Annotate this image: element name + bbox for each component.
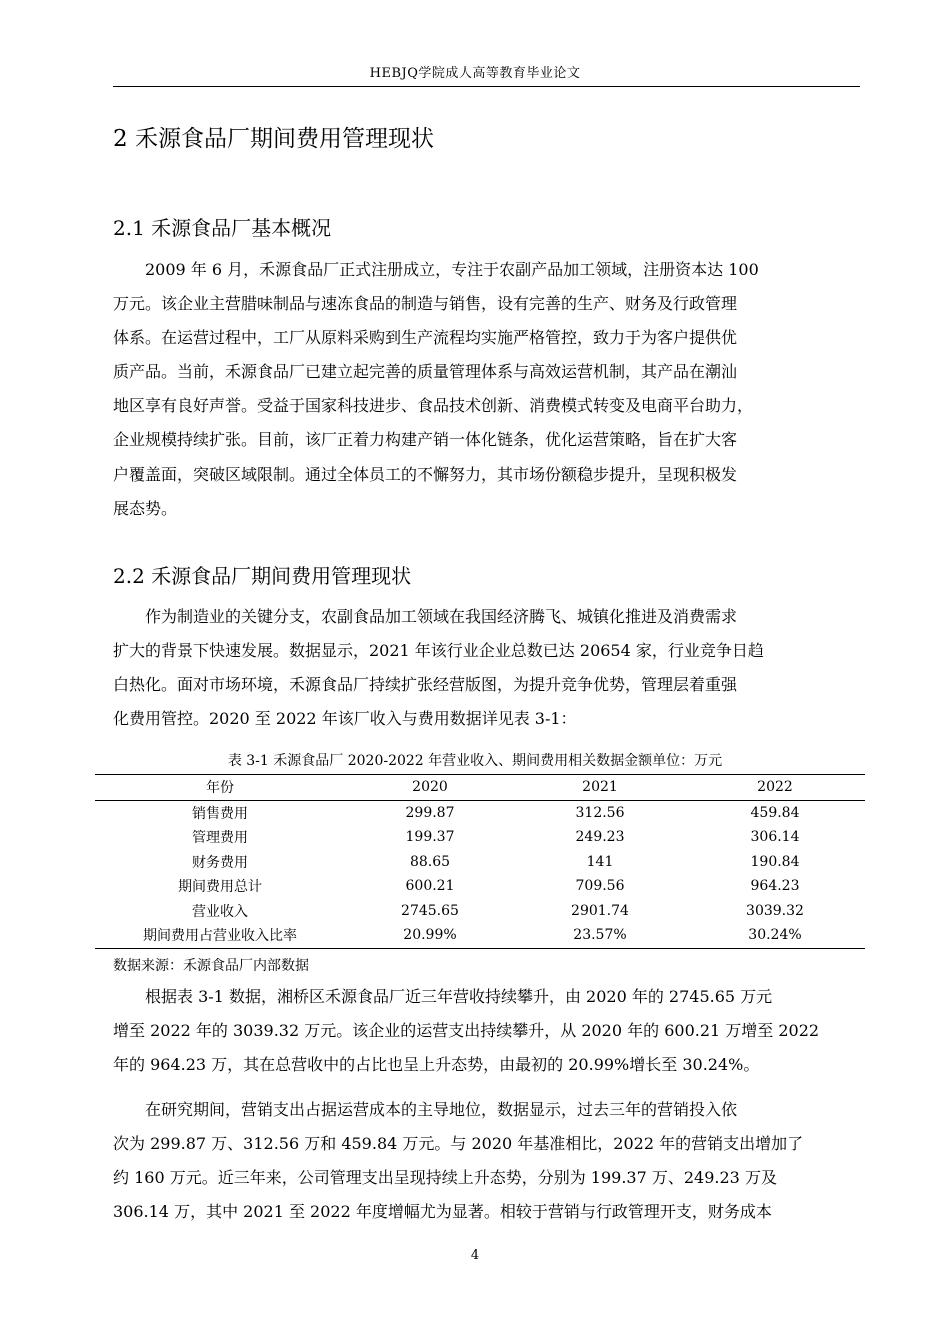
section-2-1-paragraph xyxy=(113,253,861,526)
table-row xyxy=(95,850,865,875)
text-line: 2009 年 6 月，禾源食品厂正式注册成立，专注于农副产品加工领域，注册资本达 100 xyxy=(145,260,759,279)
text-line: 质产品。当前，禾源食品厂已建立起完善的质量管理体系与高效运营机制，其产品在潮汕 xyxy=(113,362,738,382)
header-rule xyxy=(113,86,860,87)
table-cell: 459.84 xyxy=(750,804,800,821)
table-cell: 23.57% xyxy=(515,923,685,948)
table-row xyxy=(95,800,865,825)
table-cell: 88.65 xyxy=(409,853,451,870)
table-cell: 期间费用总计 xyxy=(178,879,262,896)
text-line: 展态势。 xyxy=(113,498,178,518)
table-header-row xyxy=(95,775,865,801)
text-line: 306.14 万，其中 2021 至 2022 年度增幅尤为显著。相较于营销与行政管理开支，财务成本 xyxy=(113,1202,772,1222)
text-line: 作为制造业的关键分支，农副食品加工领域在我国经济腾飞、城镇化推进及消费需求 xyxy=(145,607,738,626)
section-title-2-2: 2.2 禾源食品厂期间费用管理现状 xyxy=(113,564,412,588)
table-cell: 306.14 xyxy=(750,829,800,846)
running-header: HEBJQ学院成人高等教育毕业论文 xyxy=(369,66,581,81)
text-line: 企业规模持续扩张。目前，该厂正着力构建产销一体化链条，优化运营策略，旨在扩大客 xyxy=(113,430,738,450)
table-row xyxy=(95,923,865,948)
table-cell: 249.23 xyxy=(575,829,625,846)
text-line: 约 160 万元。近三年来，公司管理支出呈现持续上升态势，分别为 199.37 万、249.23 万及 xyxy=(113,1168,777,1188)
section-2-2-paragraph xyxy=(113,600,861,736)
analysis-paragraph-1 xyxy=(113,980,861,1082)
analysis-paragraph-2 xyxy=(113,1093,861,1229)
text-line: 年的 964.23 万，其在总营收中的占比也呈上升态势，由最初的 20.99%增长至 30.24%。 xyxy=(113,1055,760,1075)
page-number: 4 xyxy=(470,1248,480,1263)
table-cell: 190.84 xyxy=(750,853,800,870)
table-cell: 3039.32 xyxy=(746,902,804,919)
table-cell: 财务费用 xyxy=(192,854,248,871)
table-cell: 141 xyxy=(586,853,614,870)
table-cell: 2745.65 xyxy=(401,902,459,919)
text-line: 地区享有良好声誉。受益于国家科技进步、食品技术创新、消费模式转变及电商平台助力， xyxy=(113,396,754,416)
text-line: 扩大的背景下快速发展。数据显示，2021 年该行业企业总数已达 20654 家，行业竞争日趋 xyxy=(113,641,764,661)
chapter-title: 2 禾源食品厂期间费用管理现状 xyxy=(113,126,434,152)
expense-table xyxy=(95,774,865,949)
table-cell: 销售费用 xyxy=(192,805,248,822)
table-source-note: 数据来源：禾源食品厂内部数据 xyxy=(113,958,309,974)
table-cell: 312.56 xyxy=(575,804,625,821)
text-line: 次为 299.87 万、312.56 万和 459.84 万元。与 2020 年基准相比，2022 年的营销支出增加了 xyxy=(113,1134,804,1154)
table-header-cell: 2022 xyxy=(685,775,865,801)
table-header-cell: 年份 xyxy=(95,775,345,801)
table-row xyxy=(95,874,865,899)
section-title-2-1: 2.1 禾源食品厂基本概况 xyxy=(113,216,332,240)
table-cell: 299.87 xyxy=(405,804,455,821)
text-line: 化费用管控。2020 至 2022 年该厂收入与费用数据详见表 3-1： xyxy=(113,709,577,729)
table-row xyxy=(95,825,865,850)
table-header-cell: 2020 xyxy=(345,775,515,801)
text-line: 增至 2022 年的 3039.32 万元。该企业的运营支出持续攀升，从 2020 年的 600.21 万增至 2022 xyxy=(113,1021,820,1041)
text-line: 体系。在运营过程中，工厂从原料采购到生产流程均实施严格管控，致力于为客户提供优 xyxy=(113,328,738,348)
table-cell: 30.24% xyxy=(685,923,865,948)
table-row xyxy=(95,899,865,924)
text-line: 白热化。面对市场环境，禾源食品厂持续扩张经营版图，为提升竞争优势，管理层着重强 xyxy=(113,675,738,695)
text-line: 在研究期间，营销支出占据运营成本的主导地位，数据显示，过去三年的营销投入依 xyxy=(145,1100,738,1119)
table-cell: 20.99% xyxy=(345,923,515,948)
text-line: 万元。该企业主营腊味制品与速冻食品的制造与销售，设有完善的生产、财务及行政管理 xyxy=(113,294,738,314)
table-cell: 199.37 xyxy=(405,829,455,846)
text-line: 户覆盖面，突破区域限制。通过全体员工的不懈努力，其市场份额稳步提升，呈现积极发 xyxy=(113,464,738,484)
table-header-cell: 2021 xyxy=(515,775,685,801)
table-cell: 709.56 xyxy=(575,878,625,895)
text-line: 根据表 3-1 数据，湘桥区禾源食品厂近三年营收持续攀升，由 2020 年的 2745.65 万元 xyxy=(145,987,773,1006)
table-cell: 2901.74 xyxy=(571,902,629,919)
table-caption: 表 3-1 禾源食品厂 2020-2022 年营业收入、期间费用相关数据金额单位：万元 xyxy=(227,753,723,769)
table-cell: 600.21 xyxy=(405,878,455,895)
table-cell: 期间费用占营业收入比率 xyxy=(95,923,345,948)
table-cell: 管理费用 xyxy=(192,830,248,847)
table-cell: 营业收入 xyxy=(192,903,248,920)
table-cell: 964.23 xyxy=(750,878,800,895)
